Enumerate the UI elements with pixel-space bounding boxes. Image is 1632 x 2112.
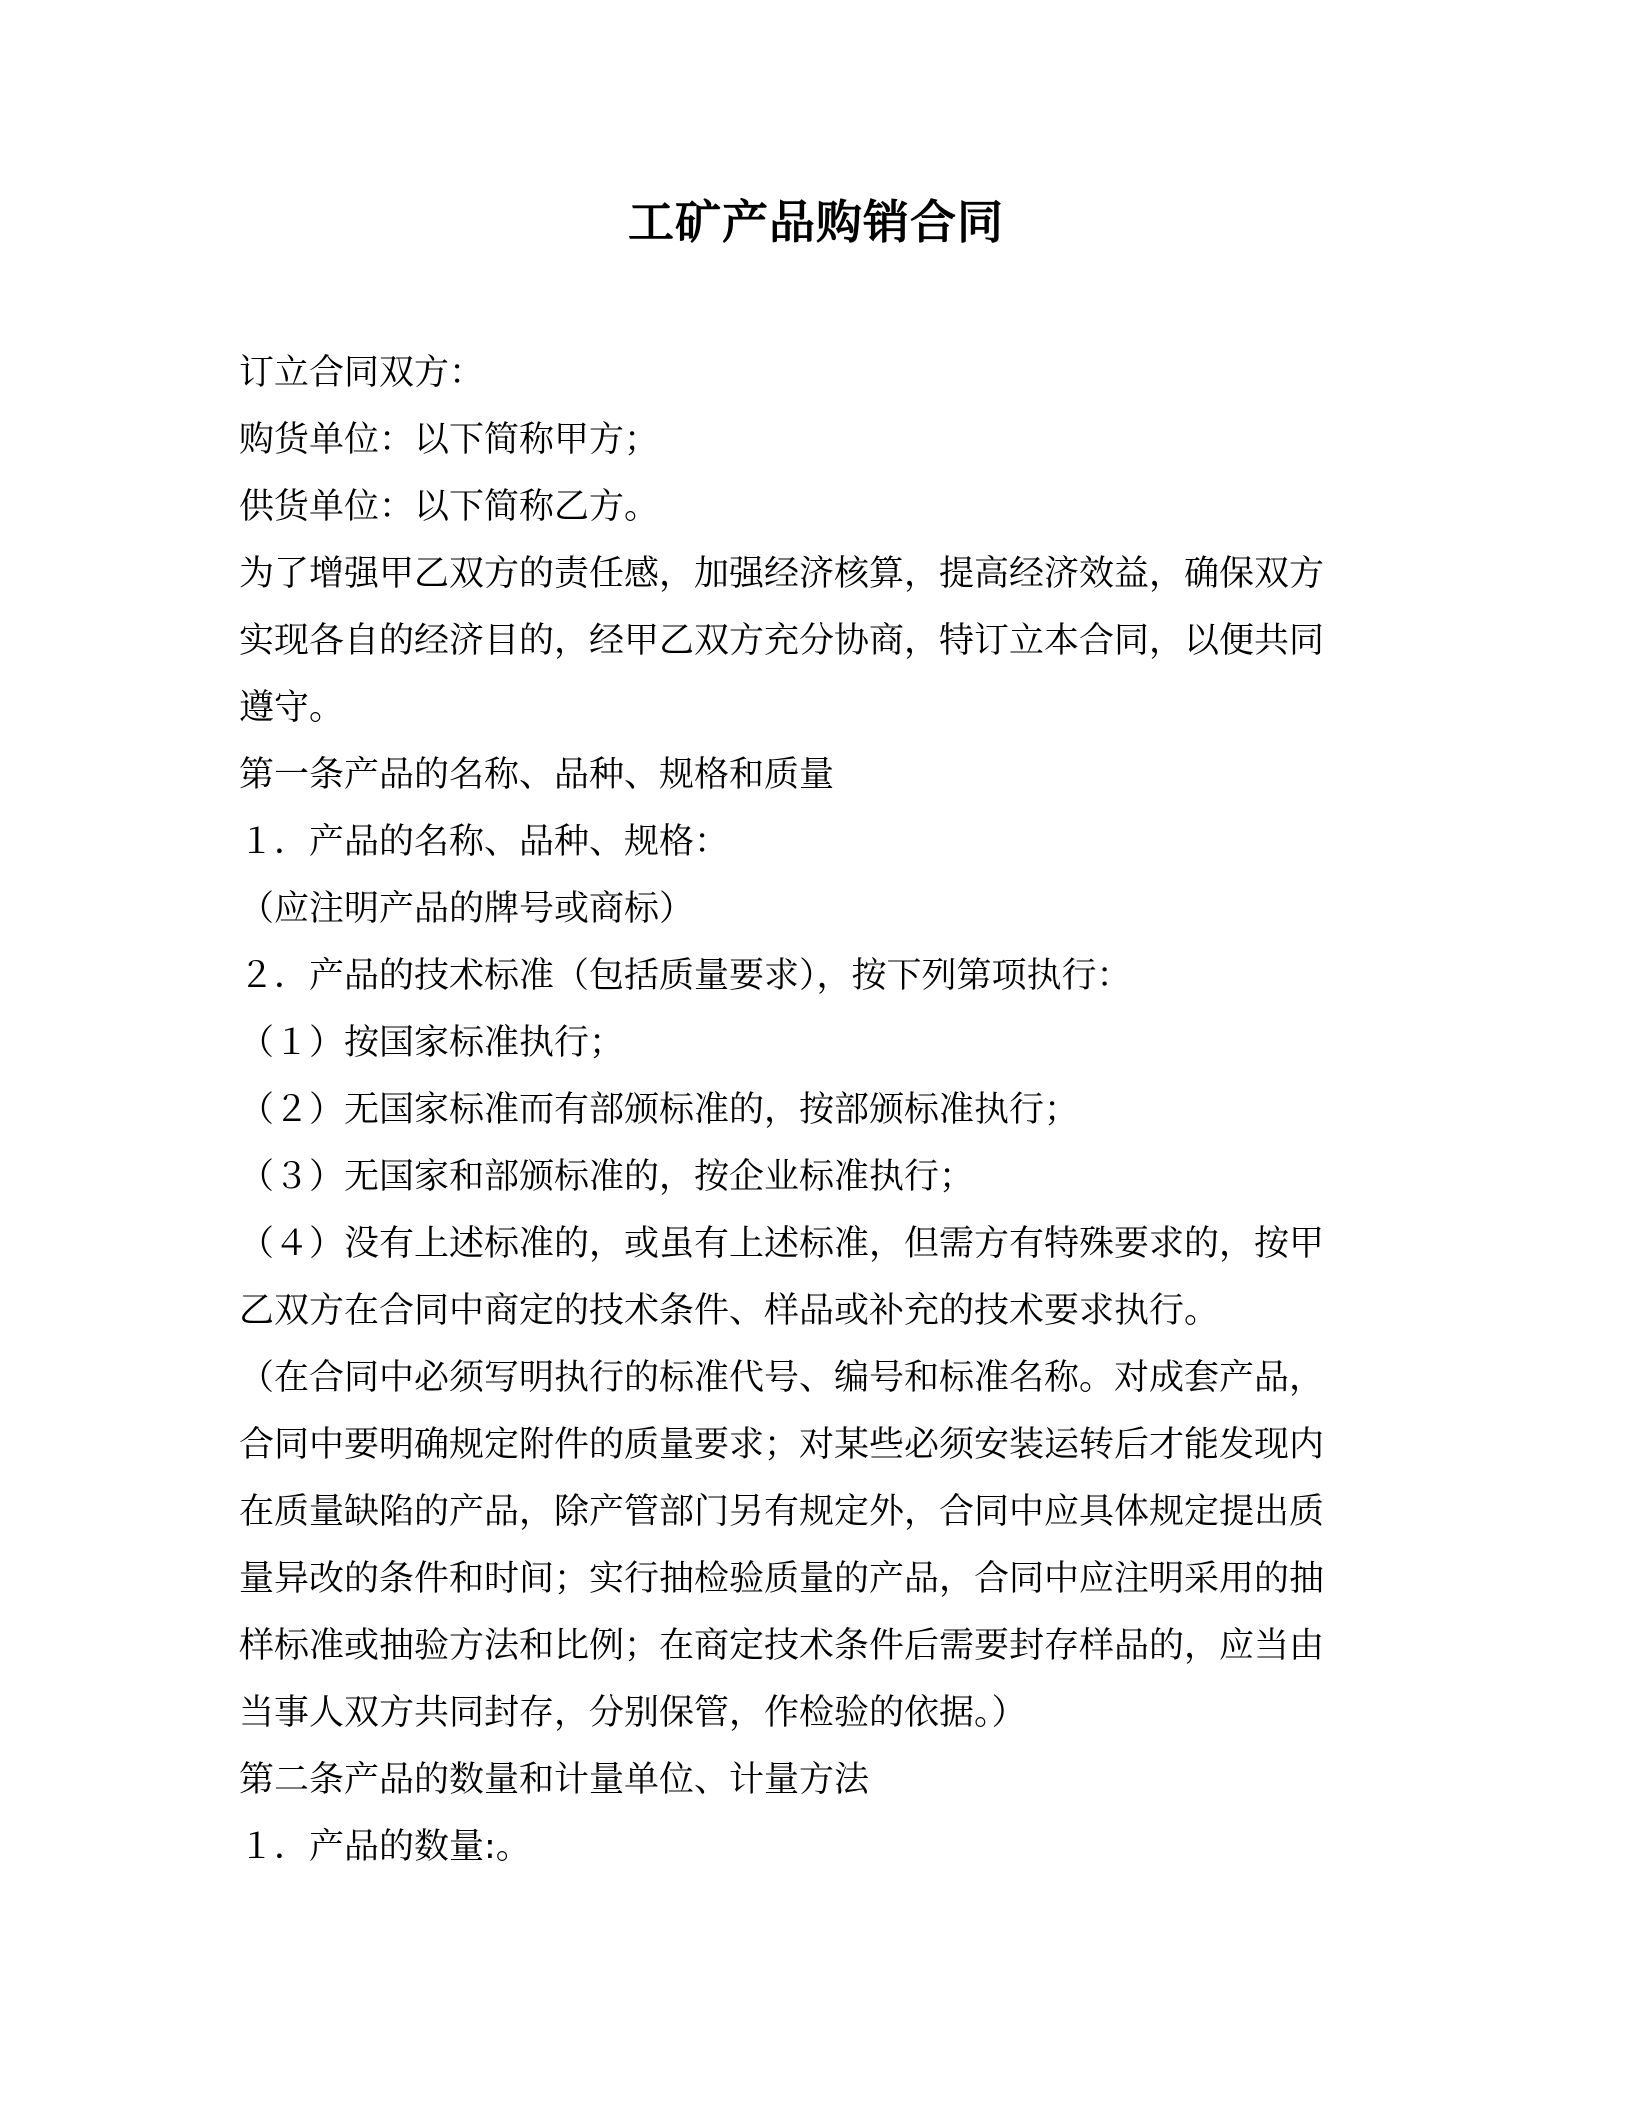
document-body bbox=[239, 340, 1399, 1881]
text-line: 在质量缺陷的产品，除产管部门另有规定外，合同中应具体规定提出质 bbox=[239, 1492, 1325, 1532]
document-title: 工矿产品购销合同 bbox=[628, 195, 1004, 249]
text-line: 购货单位：以下简称甲方； bbox=[239, 420, 660, 460]
text-line: ２．产品的技术标准（包括质量要求），按下列第项执行： bbox=[239, 956, 1132, 996]
text-line: （４）没有上述标准的，或虽有上述标准，但需方有特殊要求的，按甲 bbox=[239, 1224, 1325, 1264]
text-line: 为了增强甲乙双方的责任感，加强经济核算，提高经济效益，确保双方 bbox=[239, 554, 1325, 594]
text-line: 样标准或抽验方法和比例；在商定技术条件后需要封存样品的，应当由 bbox=[239, 1626, 1325, 1666]
text-line: 遵守。 bbox=[239, 688, 345, 728]
text-line: （在合同中必须写明执行的标准代号、编号和标准名称。对成套产品， bbox=[239, 1358, 1325, 1398]
section-heading: 第二条产品的数量和计量单位、计量方法 bbox=[239, 1760, 870, 1800]
section-heading: 第一条产品的名称、品种、规格和质量 bbox=[239, 755, 835, 795]
text-line: １．产品的数量:。 bbox=[239, 1827, 531, 1867]
text-line: 乙双方在合同中商定的技术条件、样品或补充的技术要求执行。 bbox=[239, 1291, 1220, 1331]
text-line: （１）按国家标准执行； bbox=[239, 1023, 625, 1063]
text-line: 实现各自的经济目的，经甲乙双方充分协商，特订立本合同，以便共同 bbox=[239, 621, 1325, 661]
text-line: （应注明产品的牌号或商标） bbox=[239, 889, 695, 929]
text-line: １．产品的名称、品种、规格： bbox=[239, 822, 730, 862]
text-line: 量异改的条件和时间；实行抽检验质量的产品，合同中应注明采用的抽 bbox=[239, 1559, 1325, 1599]
text-line: 订立合同双方： bbox=[239, 353, 485, 393]
text-line: 当事人双方共同封存，分别保管，作检验的依据。） bbox=[239, 1693, 1027, 1733]
text-line: （３）无国家和部颁标准的，按企业标准执行； bbox=[239, 1157, 975, 1197]
text-line: （２）无国家标准而有部颁标准的，按部颁标准执行； bbox=[239, 1090, 1080, 1130]
text-line: 合同中要明确规定附件的质量要求；对某些必须安装运转后才能发现内 bbox=[239, 1425, 1325, 1465]
text-line: 供货单位：以下简称乙方。 bbox=[239, 487, 660, 527]
